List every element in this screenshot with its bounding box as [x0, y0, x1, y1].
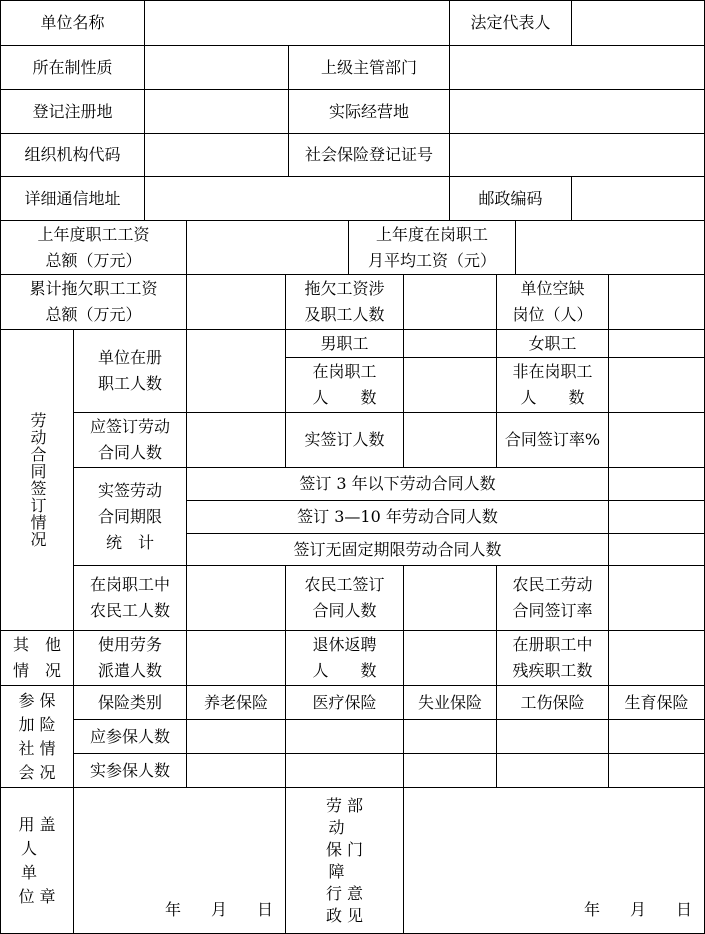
contract-section-label: 劳动合同签订情况 — [0, 329, 74, 631]
female-field[interactable] — [608, 329, 705, 358]
legal-rep-field[interactable] — [571, 0, 705, 46]
registered-field[interactable] — [186, 329, 286, 413]
migrant-field[interactable] — [186, 565, 286, 631]
should-insure-maternity[interactable] — [608, 719, 705, 754]
org-code-field[interactable] — [144, 133, 289, 177]
should-insure-unemployment[interactable] — [403, 719, 497, 754]
medical-label: 医疗保险 — [285, 685, 404, 720]
female-label: 女职工 — [496, 329, 609, 358]
actual-insure-maternity[interactable] — [608, 753, 705, 788]
under3-field[interactable] — [608, 467, 705, 501]
postcode-field[interactable] — [571, 176, 705, 221]
address-field[interactable] — [144, 176, 450, 221]
under3-label: 签订 3 年以下劳动合同人数 — [186, 467, 609, 501]
signed-label: 实签订人数 — [285, 412, 404, 468]
actual-insure-medical[interactable] — [285, 753, 404, 788]
employer-seal-label: 用 盖 人 单 位 章 — [0, 787, 74, 934]
supervisor-field[interactable] — [449, 45, 705, 90]
retired-label: 退休返聘 人 数 — [285, 630, 404, 686]
retired-field[interactable] — [403, 630, 497, 686]
employer-day: 日 — [256, 900, 273, 919]
labor-dept-opinion-area[interactable] — [403, 787, 705, 934]
employer-seal-area[interactable] — [73, 787, 286, 934]
sign-rate-label: 合同签订率% — [496, 412, 609, 468]
postcode-label: 邮政编码 — [449, 176, 572, 221]
last-year-avg-label: 上年度在岗职工 月平均工资（元） — [348, 220, 516, 275]
legal-rep-label: 法定代表人 — [449, 0, 572, 46]
disabled-field[interactable] — [608, 630, 705, 686]
should-sign-label: 应签订劳动 合同人数 — [73, 412, 187, 468]
off-post-label: 非在岗职工 人 数 — [496, 357, 609, 413]
migrant-rate-label: 农民工劳动 合同签订率 — [496, 565, 609, 631]
arrears-total-field[interactable] — [186, 274, 286, 330]
from3to10-field[interactable] — [608, 500, 705, 534]
ownership-field[interactable] — [144, 45, 289, 90]
should-insure-pension[interactable] — [186, 719, 286, 754]
pension-label: 养老保险 — [186, 685, 286, 720]
off-post-field[interactable] — [608, 357, 705, 413]
vacancy-label: 单位空缺 岗位（人） — [496, 274, 609, 330]
arrears-count-field[interactable] — [403, 274, 497, 330]
insurance-section-label: 参 保 加 险 社 情 会 况 — [0, 685, 74, 788]
last-year-total-field[interactable] — [186, 220, 349, 275]
should-insure-medical[interactable] — [285, 719, 404, 754]
disabled-label: 在册职工中 残疾职工数 — [496, 630, 609, 686]
dispatch-label: 使用劳务 派遣人数 — [73, 630, 187, 686]
social-ins-no-label: 社会保险登记证号 — [288, 133, 450, 177]
should-insure-injury[interactable] — [496, 719, 609, 754]
biz-place-field[interactable] — [449, 89, 705, 134]
actual-insure-unemployment[interactable] — [403, 753, 497, 788]
actual-insure-pension[interactable] — [186, 753, 286, 788]
unit-name-label: 单位名称 — [0, 0, 145, 46]
registered-label: 单位在册 职工人数 — [73, 329, 187, 413]
labor-day: 日 — [675, 900, 692, 919]
injury-label: 工伤保险 — [496, 685, 609, 720]
signed-field[interactable] — [403, 412, 497, 468]
open-ended-field[interactable] — [608, 533, 705, 566]
migrant-signed-field[interactable] — [403, 565, 497, 631]
from3to10-label: 签订 3—10 年劳动合同人数 — [186, 500, 609, 534]
labor-month: 月 — [629, 900, 646, 919]
dispatch-field[interactable] — [186, 630, 286, 686]
supervisor-label: 上级主管部门 — [288, 45, 450, 90]
social-ins-no-field[interactable] — [449, 133, 705, 177]
last-year-avg-field[interactable] — [515, 220, 705, 275]
biz-place-label: 实际经营地 — [288, 89, 450, 134]
employer-year: 年 — [164, 900, 181, 919]
should-insure-label: 应参保人数 — [73, 719, 187, 754]
open-ended-label: 签订无固定期限劳动合同人数 — [186, 533, 609, 566]
actual-insure-injury[interactable] — [496, 753, 609, 788]
ownership-label: 所在制性质 — [0, 45, 145, 90]
should-sign-field[interactable] — [186, 412, 286, 468]
term-stats-label: 实签劳动 合同期限 统 计 — [73, 467, 187, 566]
address-label: 详细通信地址 — [0, 176, 145, 221]
actual-insure-label: 实参保人数 — [73, 753, 187, 788]
labor-dept-label: 劳 部 动 保 门 障 行 意 政 见 — [285, 787, 404, 934]
vacancy-field[interactable] — [608, 274, 705, 330]
reg-place-field[interactable] — [144, 89, 289, 134]
reg-place-label: 登记注册地 — [0, 89, 145, 134]
male-label: 男职工 — [285, 329, 404, 358]
male-field[interactable] — [403, 329, 497, 358]
employer-month: 月 — [210, 900, 227, 919]
migrant-label: 在岗职工中 农民工人数 — [73, 565, 187, 631]
arrears-count-label: 拖欠工资涉 及职工人数 — [285, 274, 404, 330]
insurance-type-label: 保险类别 — [73, 685, 187, 720]
migrant-signed-label: 农民工签订 合同人数 — [285, 565, 404, 631]
on-post-field[interactable] — [403, 357, 497, 413]
labor-year: 年 — [583, 900, 600, 919]
migrant-rate-field[interactable] — [608, 565, 705, 631]
arrears-total-label: 累计拖欠职工工资 总额（万元） — [0, 274, 187, 330]
org-code-label: 组织机构代码 — [0, 133, 145, 177]
other-section-label: 其 他 情 况 — [0, 630, 74, 686]
unemployment-label: 失业保险 — [403, 685, 497, 720]
sign-rate-field[interactable] — [608, 412, 705, 468]
unit-name-field[interactable] — [144, 0, 450, 46]
on-post-label: 在岗职工 人 数 — [285, 357, 404, 413]
maternity-label: 生育保险 — [608, 685, 705, 720]
last-year-total-label: 上年度职工工资 总额（万元） — [0, 220, 187, 275]
